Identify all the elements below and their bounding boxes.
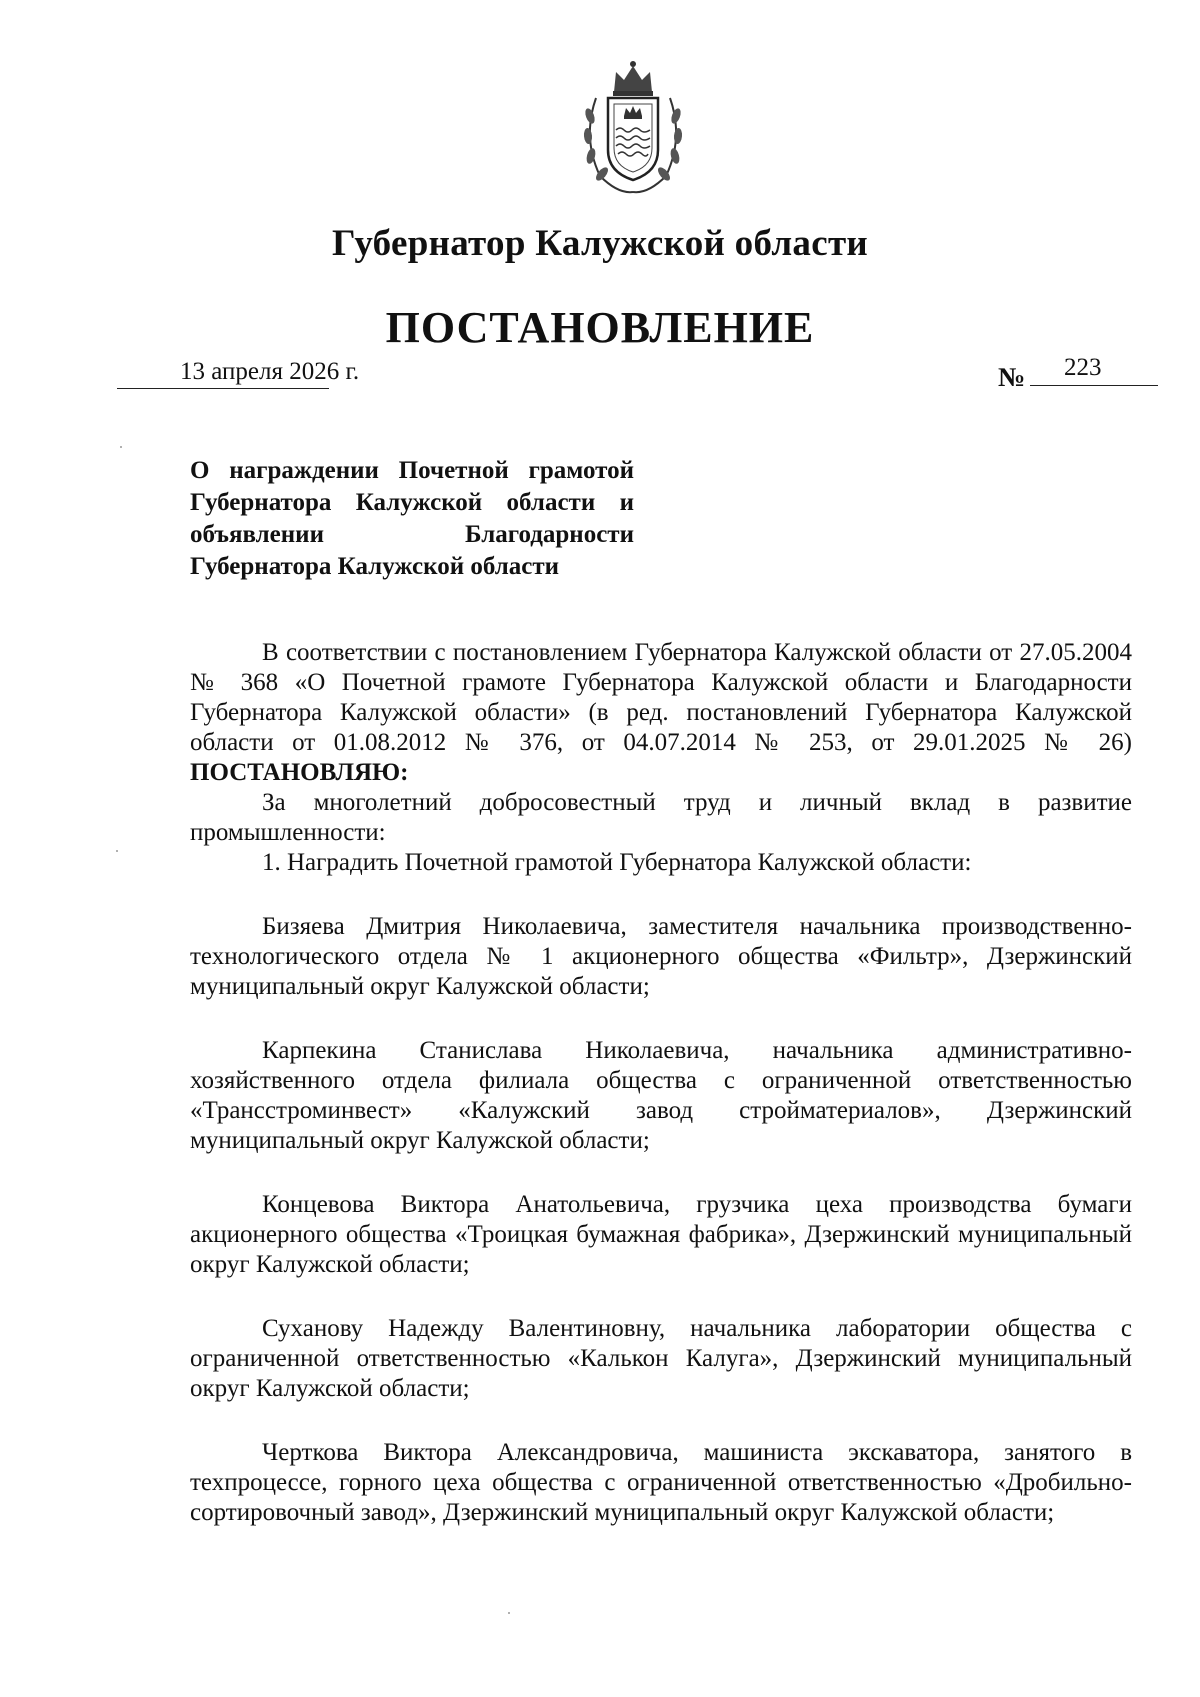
- number-underline: [1030, 385, 1158, 386]
- awardee-paragraph: Бизяева Дмитрия Николаевича, заместителя начальника производственно-технологического отдела № 1 акционерного общества «Фильтр», Дзержинский муниципальный округ Калужской области;: [190, 913, 1132, 1000]
- scan-speck: [120, 446, 122, 448]
- document-subject: О награждении Почетной грамотой Губернатора Калужской области и объявлении Благодарности Губернатора Калужской области: [190, 457, 634, 580]
- awardee-paragraph: Черткова Виктора Александровича, машиниста экскаватора, занятого в техпроцессе, горного цеха общества с ограниченной ответственностью «Дробильно-сортировочный завод», Дзержинский муниципальный округ Калужской области;: [190, 1439, 1132, 1526]
- document-number: 223: [1064, 354, 1102, 381]
- awardee-paragraph: Концевова Виктора Анатольевича, грузчика цеха производства бумаги акционерного общества «Троицкая бумажная фабрика», Дзержинский муниципальный округ Калужской области;: [190, 1191, 1132, 1278]
- awardee-paragraph: Суханову Надежду Валентиновну, начальника лаборатории общества с ограниченной ответственностью «Калькон Калуга», Дзержинский муниципальный округ Калужской области;: [190, 1315, 1132, 1402]
- document-body: [190, 638, 1132, 1528]
- number-label: №: [998, 362, 1026, 392]
- scan-speck: [508, 1612, 510, 1614]
- scan-speck: [116, 850, 118, 852]
- reason-paragraph: За многолетний добросовестный труд и личный вклад в развитие промышленности:: [190, 789, 1132, 846]
- item-1-paragraph: 1. Наградить Почетной грамотой Губернатора Калужской области:: [262, 849, 972, 876]
- authority-title: Губернатор Калужской области: [331, 223, 869, 264]
- document-date: 13 апреля 2026 г.: [180, 358, 360, 385]
- decree-word: ПОСТАНОВЛЯЮ:: [190, 759, 409, 786]
- kaluga-coat-of-arms-icon: [578, 58, 688, 198]
- date-underline: [117, 388, 329, 389]
- awardee-paragraph: Карпекина Станислава Николаевича, начальника административно-хозяйственного отдела филиала общества с ограниченной ответственностью «Трансстроминвест» «Калужский завод стройматериалов», Дзержинский муниципальный округ Калужской области;: [190, 1037, 1132, 1154]
- preamble-paragraph: [190, 638, 1132, 788]
- preamble-text: В соответствии с постановлением Губернатора Калужской области от 27.05.2004 № 368 «О Почетной грамоте Губернатора Калужской области и Благодарности Губернатора Калужской области» (в ред. постановлений Губернатора Калужской области от 01.08.2012 № 376, от 04.07.2014 № 253, от 29.01.2025 № 26): [190, 639, 1132, 756]
- document-type-heading: ПОСТАНОВЛЕНИЕ: [385, 303, 815, 352]
